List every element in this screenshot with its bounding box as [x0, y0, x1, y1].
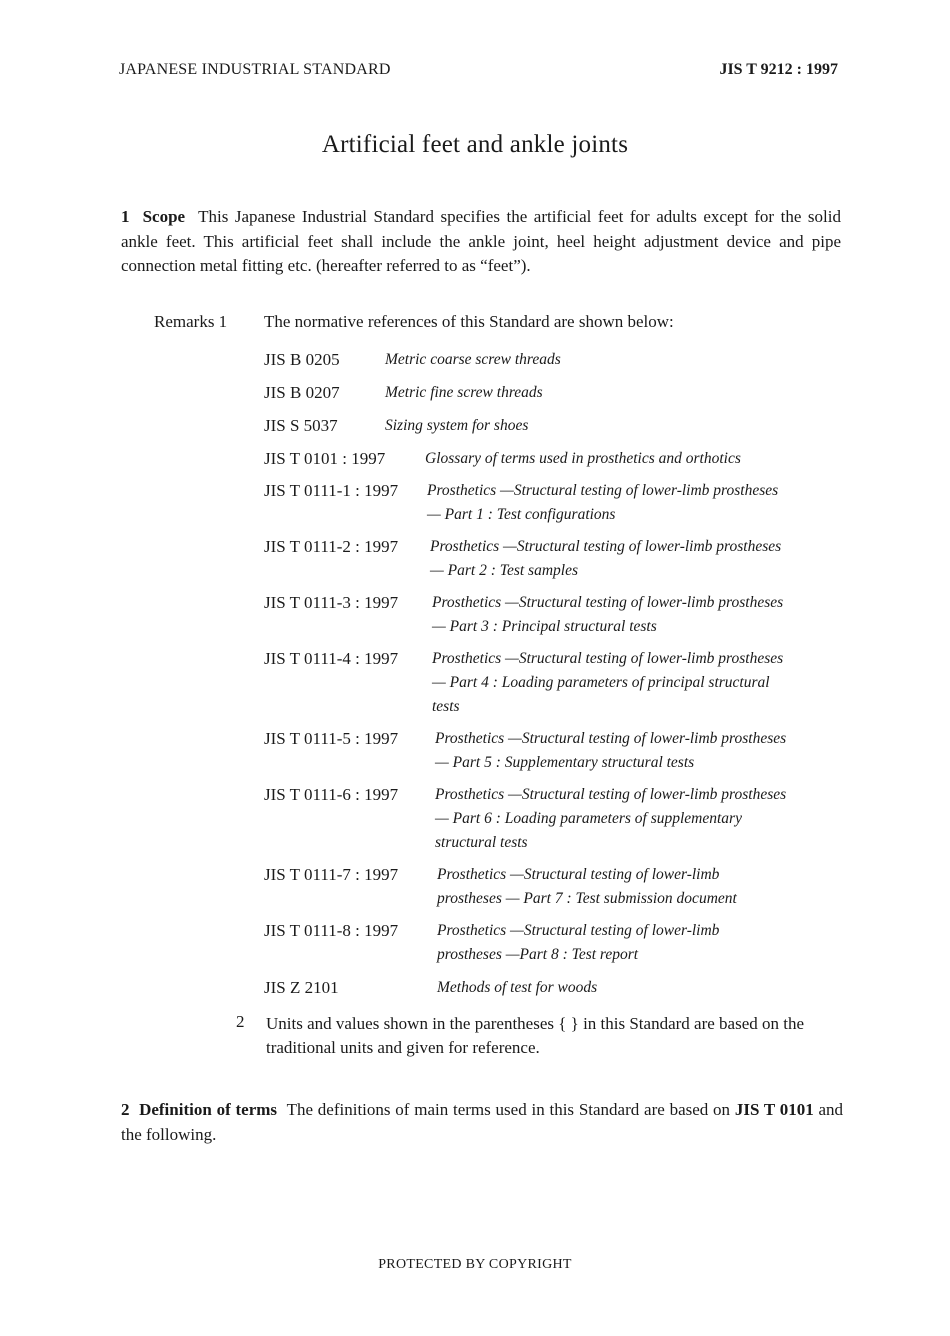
reference-title-line: prostheses — Part 7 : Test submission document	[437, 890, 737, 907]
copyright-footer: PROTECTED BY COPYRIGHT	[378, 1257, 572, 1272]
reference-title	[432, 647, 783, 719]
reference-title	[425, 447, 741, 471]
reference-title-line: Methods of test for woods	[437, 979, 598, 996]
reference-title-line: Metric coarse screw threads	[385, 351, 561, 368]
reference-title	[427, 479, 778, 527]
reference-title	[430, 535, 781, 583]
reference-code: JIS T 0111-8 : 1997	[264, 921, 399, 940]
reference-title	[435, 783, 786, 855]
reference-title-line: Prosthetics —Structural testing of lower-limb prostheses	[427, 482, 779, 499]
reference-title-line: Metric fine screw threads	[385, 384, 543, 401]
reference-code: JIS T 0111-6 : 1997	[264, 785, 399, 804]
reference-title-line: Prosthetics —Structural testing of lower-limb	[437, 866, 720, 883]
reference-title-line: Prosthetics —Structural testing of lower-limb prostheses	[432, 594, 784, 611]
reference-title	[385, 381, 543, 405]
reference-title-line: structural tests	[435, 834, 528, 851]
section-definitions-text-end: and the following.	[121, 1100, 844, 1144]
reference-title-line: — Part 3 : Principal structural tests	[432, 618, 657, 635]
section-definitions-number: 2	[121, 1100, 130, 1119]
reference-code: JIS T 0111-4 : 1997	[264, 649, 399, 668]
section-scope-text: This Japanese Industrial Standard specifies the artificial feet for adults except for the solid ankle feet. This artificial feet shall include the ankle joint, heel height adjustment device and pipe connection metal fitting etc. (hereafter referred to as “feet”).	[121, 207, 841, 275]
reference-title-line: Prosthetics —Structural testing of lower-limb prostheses	[435, 786, 787, 803]
reference-code: JIS T 0111-5 : 1997	[264, 729, 399, 748]
reference-title	[432, 591, 783, 639]
reference-code: JIS T 0111-7 : 1997	[264, 865, 399, 884]
remarks-intro: The normative references of this Standard are shown below:	[264, 312, 674, 331]
reference-title-line: Prosthetics —Structural testing of lower-limb prostheses	[435, 730, 787, 747]
reference-title-line: tests	[432, 698, 460, 715]
reference-code: JIS B 0207	[264, 383, 340, 402]
section-scope-heading: Scope	[142, 207, 186, 226]
page-title: Artificial feet and ankle joints	[321, 131, 629, 158]
section-scope	[121, 205, 841, 279]
reference-code: JIS T 0111-3 : 1997	[264, 593, 399, 612]
reference-title-line: prostheses —Part 8 : Test report	[437, 946, 639, 963]
section-definitions-ref: JIS T 0101	[734, 1100, 814, 1119]
remark-2-text: Units and values shown in the parentheses { } in this Standard are based on the traditional units and given for reference.	[266, 1014, 805, 1057]
reference-title	[385, 348, 561, 372]
header-standard-number: JIS T 9212 : 1997	[719, 61, 838, 78]
reference-title	[437, 976, 597, 1000]
reference-title-line: Prosthetics —Structural testing of lower-limb prostheses	[432, 650, 784, 667]
reference-title	[437, 919, 719, 967]
reference-title-line: — Part 2 : Test samples	[430, 562, 578, 579]
reference-code: JIS S 5037	[264, 416, 338, 435]
remarks-label: Remarks 1	[154, 312, 228, 331]
reference-title-line: — Part 1 : Test configurations	[427, 506, 616, 523]
reference-code: JIS Z 2101	[264, 978, 339, 997]
reference-title	[385, 414, 528, 438]
reference-title-line: — Part 5 : Supplementary structural tests	[435, 754, 695, 771]
reference-title	[437, 863, 737, 911]
reference-title-line: Glossary of terms used in prosthetics and orthotics	[425, 450, 741, 467]
remark-2-number: 2	[236, 1012, 245, 1031]
reference-code: JIS T 0111-1 : 1997	[264, 481, 399, 500]
reference-title	[435, 727, 786, 775]
section-definitions-heading: Definition of terms	[139, 1100, 278, 1119]
reference-title-line: — Part 4 : Loading parameters of principal structural	[432, 674, 770, 691]
section-scope-number: 1	[121, 207, 130, 226]
header-standard-name: JAPANESE INDUSTRIAL STANDARD	[119, 61, 391, 78]
section-definitions	[121, 1098, 843, 1147]
reference-title-line: Sizing system for shoes	[385, 417, 529, 434]
reference-code: JIS T 0101 : 1997	[264, 449, 386, 468]
reference-title-line: — Part 6 : Loading parameters of supplementary	[435, 810, 742, 827]
reference-code: JIS T 0111-2 : 1997	[264, 537, 399, 556]
reference-title-line: Prosthetics —Structural testing of lower-limb	[437, 922, 720, 939]
reference-title-line: Prosthetics —Structural testing of lower-limb prostheses	[430, 538, 782, 555]
section-definitions-text: The definitions of main terms used in this Standard are based on	[286, 1100, 731, 1119]
reference-code: JIS B 0205	[264, 350, 340, 369]
